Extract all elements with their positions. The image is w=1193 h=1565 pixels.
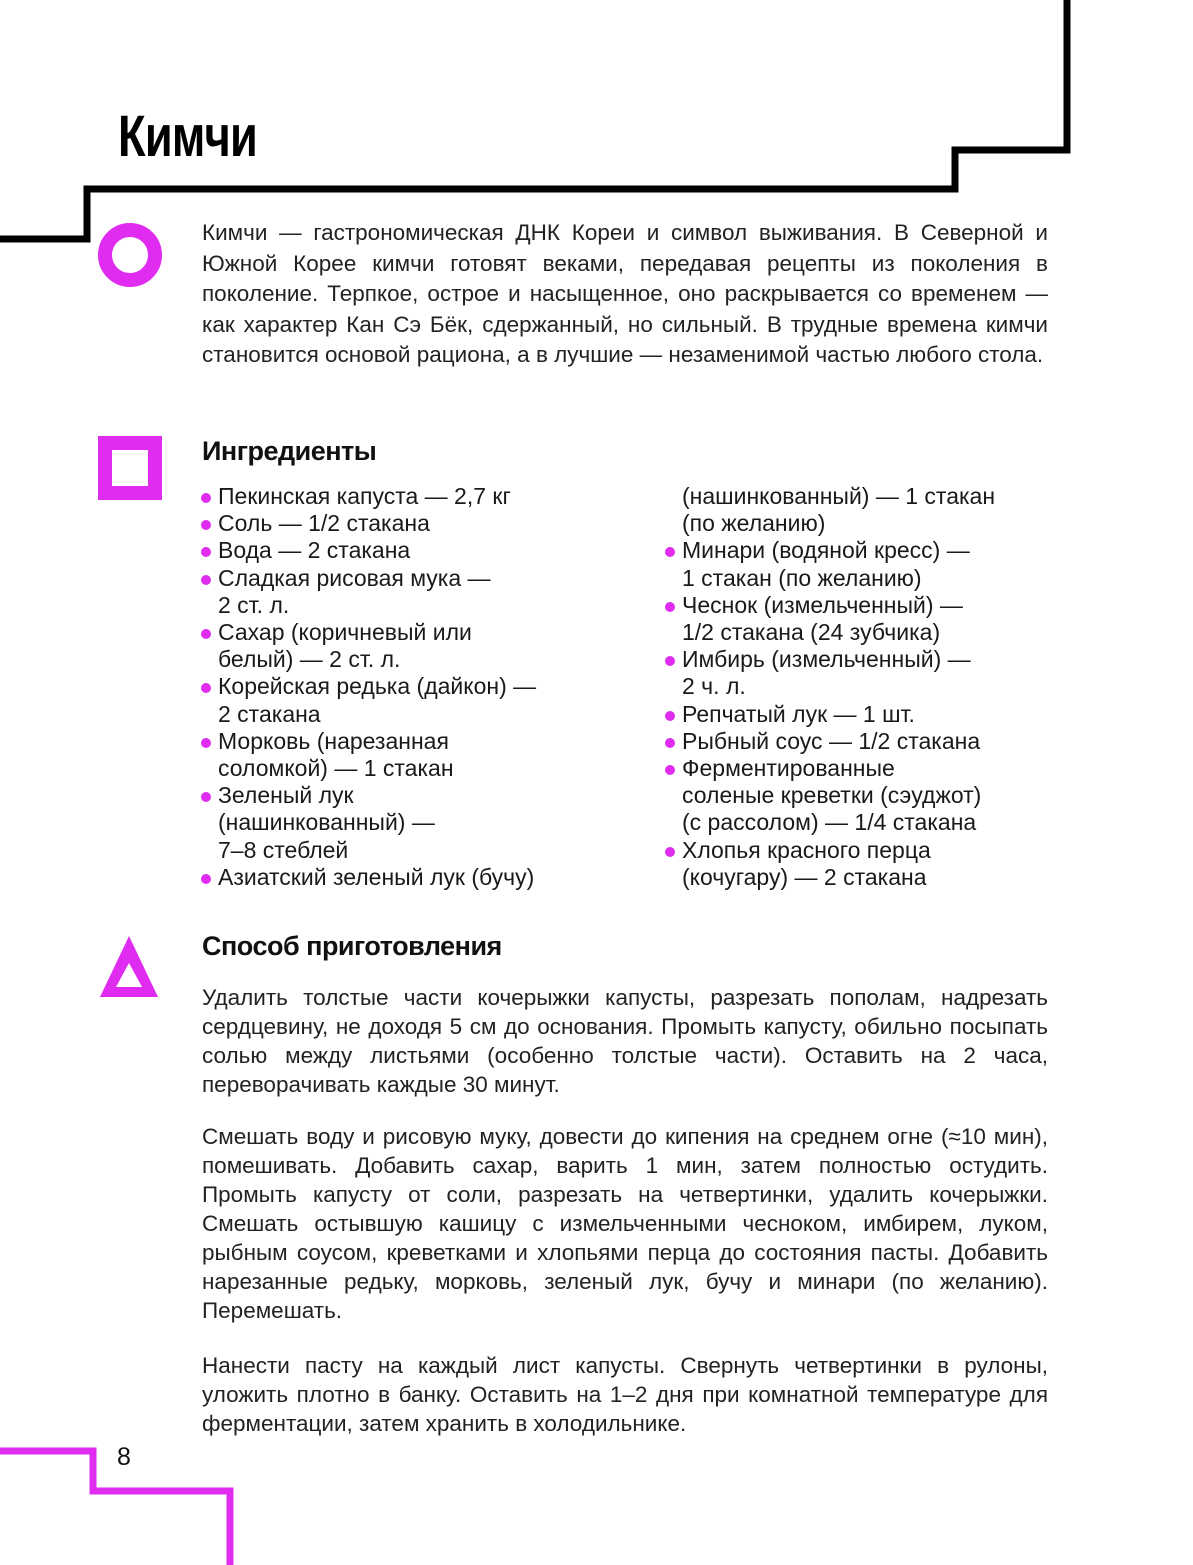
square-frame-icon — [98, 436, 162, 500]
ingredient-text: Минари (водяной кресс) — — [682, 537, 970, 564]
ingredient-item — [664, 483, 1064, 510]
intro-paragraph: Кимчи — гастрономическая ДНК Кореи и символ выживания. В Северной и Южной Корее кимчи готовят веками, передавая рецепты из поколения в поколение. Терпкое, острое и насыщенное, оно раскрывается со временем — как характер Кан Сэ Бёк, сдержанный, но сильный. В трудные времена кимчи становится основой рациона, а в лучшие — незаменимой частью любого стола. — [202, 220, 1048, 367]
ingredient-item — [664, 809, 1064, 836]
ingredients-heading: Ингредиенты — [202, 436, 377, 466]
ingredient-item — [664, 537, 1064, 564]
ingredients-list-right — [664, 483, 1064, 891]
ingredient-item — [200, 565, 640, 592]
ingredient-text: соленые креветки (сэуджот) — [682, 782, 982, 809]
ingredient-item — [200, 755, 640, 782]
ingredient-item — [200, 592, 640, 619]
ingredient-item — [200, 782, 640, 809]
page-title: Кимчи — [118, 104, 258, 169]
ingredient-text: 7–8 стеблей — [218, 836, 349, 863]
ingredient-item — [664, 837, 1064, 864]
method-heading: Способ приготовления — [202, 931, 502, 961]
ingredients-list-left — [200, 483, 640, 891]
ingredient-item — [664, 782, 1064, 809]
ingredient-text: 2 ст. л. — [218, 591, 290, 618]
ingredient-item — [664, 565, 1064, 592]
ingredient-text: Рыбный соус — 1/2 стакана — [682, 727, 981, 754]
ingredient-text: 1 стакан (по желанию) — [682, 564, 922, 591]
ingredient-text: Сахар (коричневый или — [218, 619, 472, 646]
ingredient-text: Ферментированные — [682, 755, 895, 782]
ingredient-text: белый) — 2 ст. л. — [218, 646, 401, 673]
ingredient-text: 1/2 стакана (24 зубчика) — [682, 619, 941, 646]
ingredient-item — [200, 728, 640, 755]
ingredient-text: Азиатский зеленый лук (бучу) — [218, 863, 535, 890]
ingredient-text: Хлопья красного перца — [682, 836, 931, 863]
ingredient-item — [200, 701, 640, 728]
ingredient-item — [664, 755, 1064, 782]
ingredient-text: соломкой) — 1 стакан — [218, 755, 454, 782]
ingredient-item — [664, 619, 1064, 646]
method-step-paragraph: Удалить толстые части кочерыжки капусты, разрезать пополам, надрезать сердцевину, не доходя 5 см до основания. Промыть капусту, обильно посыпать солью между листьями (особенно толстые части). Оставить на 2 часа, переворачивать каждые 30 минут. — [202, 985, 1048, 1097]
ingredient-item — [200, 864, 640, 891]
ingredient-text: (нашинкованный) — — [218, 809, 435, 836]
triangle-frame-icon — [98, 933, 160, 999]
method-step-paragraph: Смешать воду и рисовую муку, довести до кипения на среднем огне (≈10 мин), помешивать. Добавить сахар, варить 1 мин, затем полностью остудить. Промыть капусту от соли, разрезать на четвертинки, удалить кочерыжки. Смешать остывшую кашицу с измельченными чесноком, имбирем, луком, рыбным соусом, креветками и хлопьями перца до состояния пасты. Добавить нарезанные редьку, морковь, зеленый лук, бучу и минари (по желанию). Перемешать. — [202, 1124, 1048, 1323]
ingredient-item — [200, 673, 640, 700]
ingredient-item — [664, 592, 1064, 619]
ingredient-item — [664, 673, 1064, 700]
ingredient-text: (нашинкованный) — 1 стакан — [682, 483, 996, 509]
page-number: 8 — [117, 1443, 131, 1471]
ingredient-text: Сладкая рисовая мука — — [218, 564, 491, 591]
circle-ring-icon — [97, 222, 163, 288]
ingredient-text: (с рассолом) — 1/4 стакана — [682, 809, 977, 836]
ingredient-item — [664, 728, 1064, 755]
ingredient-item — [664, 646, 1064, 673]
ingredient-text: 2 стакана — [218, 700, 321, 727]
ingredient-item — [200, 837, 640, 864]
ingredient-text: Корейская редька (дайкон) — — [218, 673, 537, 700]
ingredient-text: Имбирь (измельченный) — — [682, 646, 971, 673]
ingredient-item — [200, 483, 640, 510]
ingredient-item — [200, 646, 640, 673]
ingredient-item — [664, 864, 1064, 891]
ingredient-item — [664, 701, 1064, 728]
ingredient-text: Морковь (нарезанная — [218, 727, 449, 754]
ingredient-item — [200, 510, 640, 537]
ingredient-text: Репчатый лук — 1 шт. — [682, 700, 915, 727]
ingredient-text: (кочугару) — 2 стакана — [682, 863, 927, 890]
ingredient-item — [664, 510, 1064, 537]
ingredient-text: Чеснок (измельченный) — — [682, 591, 963, 618]
ingredient-text: Пекинская капуста — 2,7 кг — [218, 483, 511, 509]
ingredient-text: Вода — 2 стакана — [218, 537, 411, 564]
ingredient-text: Соль — 1/2 стакана — [218, 510, 430, 537]
ingredient-item — [200, 619, 640, 646]
method-step-paragraph: Нанести пасту на каждый лист капусты. Свернуть четвертинки в рулоны, уложить плотно в банку. Оставить на 1–2 дня при комнатной температуре для ферментации, затем хранить в холодильнике. — [202, 1353, 1048, 1436]
ingredient-item — [200, 809, 640, 836]
ingredient-text: 2 ч. л. — [682, 673, 746, 700]
ingredient-text: Зеленый лук — [218, 782, 354, 809]
ingredient-item — [200, 537, 640, 564]
ingredient-text: (по желанию) — [682, 510, 826, 537]
bottom-stepped-frame-line — [0, 1451, 230, 1565]
